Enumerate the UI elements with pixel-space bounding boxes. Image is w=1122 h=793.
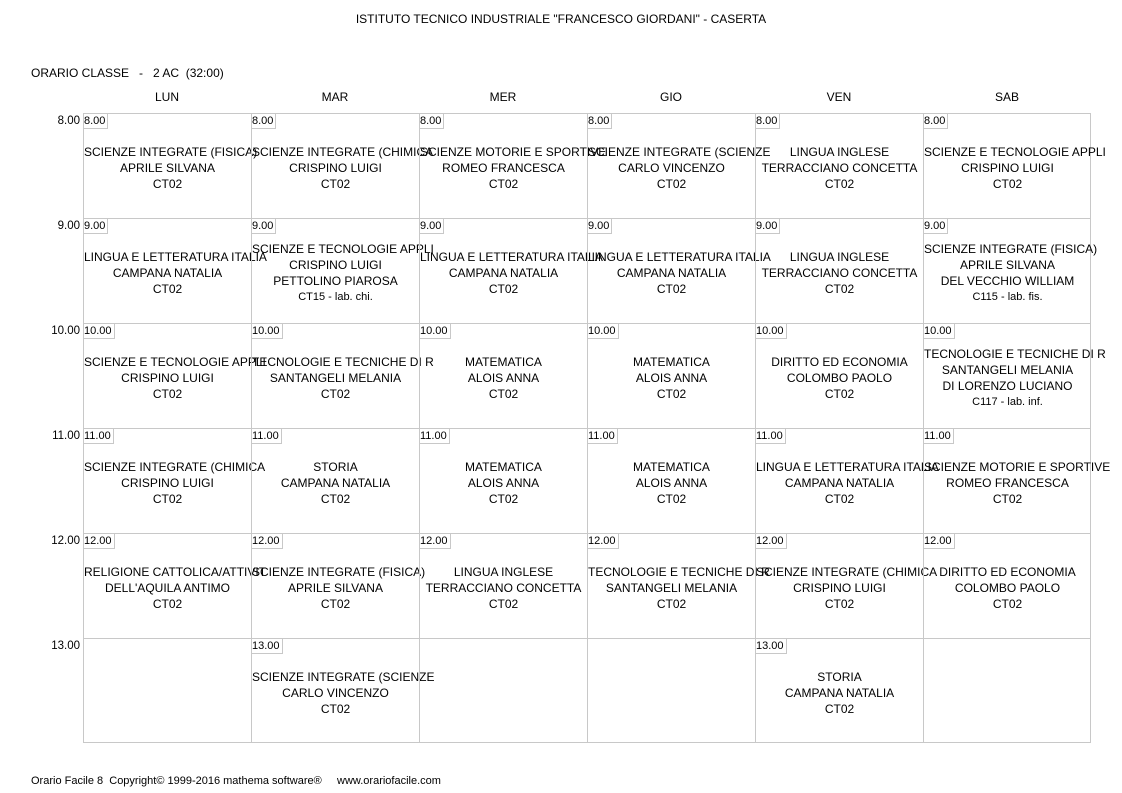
lesson-cell <box>755 323 923 428</box>
lesson-teacher: CAMPANA NATALIA <box>280 476 391 490</box>
lesson-cell <box>923 323 1106 428</box>
lesson-room: C117 - lab. inf. <box>972 396 1043 408</box>
lesson-cell <box>419 533 587 638</box>
lesson-room: CT02 <box>824 492 855 506</box>
lesson-start-time: 9.00 <box>756 219 780 234</box>
lesson-teacher: CARLO VINCENZO <box>282 686 389 700</box>
lesson-teacher: ROMEO FRANCESCA <box>442 161 565 175</box>
lesson-teacher: ALOIS ANNA <box>635 371 708 385</box>
empty-cell <box>83 638 251 743</box>
lesson-cell <box>923 428 1111 533</box>
lesson-cell <box>587 113 771 218</box>
lesson-teacher: CRISPINO LUIGI <box>793 581 886 595</box>
hour-label: 13.00 <box>51 640 80 652</box>
lesson-cell <box>755 218 923 323</box>
lesson-room: CT02 <box>824 387 855 401</box>
lesson-cell <box>587 323 755 428</box>
lesson-subject: TECNOLOGIE E TECNICHE DI R <box>588 565 770 579</box>
hour-label: 9.00 <box>57 220 80 232</box>
lesson-teacher: APRILE SILVANA <box>960 258 1055 272</box>
lesson-subject: SCIENZE INTEGRATE (CHIMICA <box>756 565 938 579</box>
footer-copyright: Orario Facile 8 Copyright© 1999-2016 mathema software® www.orariofacile.com <box>31 775 441 787</box>
lesson-room: CT02 <box>152 597 183 611</box>
lesson-details <box>84 354 266 402</box>
lesson-cell <box>251 533 426 638</box>
lesson-start-time: 12.00 <box>924 534 955 549</box>
lesson-teacher: DELL'AQUILA ANTIMO <box>105 581 230 595</box>
lesson-teacher: CRISPINO LUIGI <box>121 476 214 490</box>
lesson-details <box>420 564 587 612</box>
lesson-subject: SCIENZE E TECNOLOGIE APPLI <box>924 145 1106 159</box>
lesson-room: CT02 <box>992 597 1023 611</box>
lesson-details <box>756 144 923 192</box>
lesson-details <box>252 354 434 402</box>
lesson-teacher: ROMEO FRANCESCA <box>946 476 1069 490</box>
lesson-room: CT02 <box>488 597 519 611</box>
lesson-room: CT02 <box>488 282 519 296</box>
timetable-grid <box>83 113 1111 743</box>
lesson-teacher: PETTOLINO PIAROSA <box>273 274 398 288</box>
lesson-start-time: 9.00 <box>588 219 612 234</box>
lesson-teacher: COLOMBO PAOLO <box>954 581 1061 595</box>
lesson-subject: SCIENZE INTEGRATE (CHIMICA <box>84 460 266 474</box>
lesson-subject: TECNOLOGIE E TECNICHE DI R <box>924 347 1106 361</box>
lesson-subject: SCIENZE E TECNOLOGIE APPLI <box>84 355 266 369</box>
lesson-subject: MATEMATICA <box>465 460 542 474</box>
lesson-details <box>588 354 755 402</box>
lesson-room: CT02 <box>320 702 351 716</box>
lesson-subject: SCIENZE MOTORIE E SPORTIVE <box>924 460 1111 474</box>
lesson-start-time: 10.00 <box>84 324 115 339</box>
lesson-details <box>924 144 1106 192</box>
lesson-details <box>84 459 266 507</box>
class-info: ORARIO CLASSE - 2 AC (32:00) <box>31 66 224 80</box>
lesson-start-time: 9.00 <box>84 219 108 234</box>
lesson-details <box>252 144 434 192</box>
lesson-cell <box>587 218 771 323</box>
lesson-start-time: 11.00 <box>84 429 114 444</box>
lesson-subject: SCIENZE INTEGRATE (SCIENZE <box>588 145 771 159</box>
lesson-subject: DIRITTO ED ECONOMIA <box>771 355 908 369</box>
lesson-room: CT02 <box>488 492 519 506</box>
lesson-teacher: SANTANGELI MELANIA <box>941 363 1074 377</box>
lesson-details <box>252 564 426 612</box>
lesson-subject: SCIENZE INTEGRATE (FISICA) <box>924 242 1098 256</box>
lesson-details <box>756 354 923 402</box>
lesson-details <box>420 354 587 402</box>
lesson-room: CT02 <box>152 282 183 296</box>
lesson-start-time: 11.00 <box>420 429 450 444</box>
lesson-details <box>420 249 603 297</box>
lesson-details <box>924 564 1091 612</box>
lesson-teacher: TERRACCIANO CONCETTA <box>761 266 918 280</box>
lesson-room: CT02 <box>320 177 351 191</box>
lesson-teacher: ALOIS ANNA <box>467 371 540 385</box>
lesson-cell <box>83 533 267 638</box>
lesson-start-time: 10.00 <box>924 324 955 339</box>
lesson-start-time: 11.00 <box>252 429 282 444</box>
lesson-start-time: 10.00 <box>588 324 619 339</box>
lesson-cell <box>83 218 267 323</box>
day-header: LUN <box>154 90 179 104</box>
lesson-teacher: CRISPINO LUIGI <box>289 258 382 272</box>
day-header: MER <box>489 90 517 104</box>
lesson-subject: STORIA <box>313 460 358 474</box>
lesson-teacher: CAMPANA NATALIA <box>784 476 895 490</box>
lesson-start-time: 8.00 <box>420 114 444 129</box>
lesson-subject: LINGUA E LETTERATURA ITALIA <box>84 250 267 264</box>
lesson-cell <box>755 113 923 218</box>
lesson-teacher: CARLO VINCENZO <box>618 161 725 175</box>
lesson-cell <box>755 428 939 533</box>
lesson-cell <box>251 428 419 533</box>
lesson-room: CT02 <box>992 177 1023 191</box>
lesson-cell <box>755 638 923 743</box>
lesson-start-time: 9.00 <box>924 219 948 234</box>
lesson-room: CT02 <box>656 177 687 191</box>
lesson-room: CT02 <box>320 387 351 401</box>
lesson-teacher: APRILE SILVANA <box>288 581 383 595</box>
lesson-subject: MATEMATICA <box>465 355 542 369</box>
lesson-room: CT02 <box>824 282 855 296</box>
lesson-teacher: SANTANGELI MELANIA <box>269 371 402 385</box>
lesson-teacher: ALOIS ANNA <box>635 476 708 490</box>
lesson-start-time: 10.00 <box>756 324 787 339</box>
lesson-start-time: 10.00 <box>252 324 283 339</box>
lesson-room: CT02 <box>656 597 687 611</box>
lesson-room: CT02 <box>152 387 183 401</box>
lesson-start-time: 11.00 <box>756 429 786 444</box>
day-header: VEN <box>826 90 852 104</box>
lesson-details <box>588 144 771 192</box>
lesson-cell <box>923 113 1106 218</box>
lesson-room: CT02 <box>320 597 351 611</box>
lesson-teacher: DI LORENZO LUCIANO <box>942 379 1073 393</box>
lesson-details <box>588 249 771 297</box>
lesson-details <box>756 564 938 612</box>
lesson-teacher: APRILE SILVANA <box>120 161 215 175</box>
lesson-cell <box>83 428 266 533</box>
lesson-room: CT02 <box>656 282 687 296</box>
lesson-room: CT02 <box>824 597 855 611</box>
lesson-start-time: 11.00 <box>588 429 618 444</box>
lesson-details <box>84 249 267 297</box>
lesson-details <box>924 346 1106 410</box>
hour-label: 11.00 <box>52 430 80 442</box>
lesson-details <box>588 459 755 507</box>
lesson-room: C115 - lab. fis. <box>972 291 1043 303</box>
lesson-cell <box>83 113 258 218</box>
lesson-teacher: CAMPANA NATALIA <box>448 266 559 280</box>
empty-cell <box>587 638 755 743</box>
lesson-subject: SCIENZE INTEGRATE (SCIENZE <box>252 670 435 684</box>
lesson-teacher: CRISPINO LUIGI <box>961 161 1054 175</box>
lesson-start-time: 8.00 <box>588 114 612 129</box>
lesson-room: CT02 <box>488 177 519 191</box>
empty-cell <box>419 638 587 743</box>
lesson-subject: RELIGIONE CATTOLICA/ATTIVIT <box>84 565 267 579</box>
lesson-teacher: CRISPINO LUIGI <box>289 161 382 175</box>
lesson-start-time: 13.00 <box>252 639 283 654</box>
lesson-subject: LINGUA E LETTERATURA ITALIA <box>420 250 603 264</box>
lesson-teacher: SANTANGELI MELANIA <box>605 581 738 595</box>
lesson-start-time: 12.00 <box>588 534 619 549</box>
lesson-details <box>252 241 434 305</box>
lesson-cell <box>251 323 434 428</box>
lesson-details <box>84 564 267 612</box>
lesson-start-time: 8.00 <box>924 114 948 129</box>
lesson-room: CT02 <box>656 492 687 506</box>
lesson-cell <box>419 218 603 323</box>
lesson-cell <box>251 638 435 743</box>
lesson-room: CT02 <box>152 177 183 191</box>
lesson-cell <box>923 533 1091 638</box>
lesson-cell <box>419 323 587 428</box>
lesson-subject: LINGUA INGLESE <box>789 250 890 264</box>
lesson-subject: MATEMATICA <box>633 460 710 474</box>
lesson-subject: LINGUA E LETTERATURA ITALIA <box>756 460 939 474</box>
lesson-details <box>420 459 587 507</box>
hour-label: 12.00 <box>51 535 80 547</box>
lesson-start-time: 12.00 <box>420 534 451 549</box>
lesson-subject: LINGUA INGLESE <box>453 565 554 579</box>
lesson-start-time: 8.00 <box>252 114 276 129</box>
lesson-room: CT15 - lab. chi. <box>298 291 373 303</box>
lesson-details <box>84 144 258 192</box>
lesson-teacher: CAMPANA NATALIA <box>112 266 223 280</box>
lesson-subject: MATEMATICA <box>633 355 710 369</box>
lesson-cell <box>755 533 938 638</box>
lesson-room: CT02 <box>320 492 351 506</box>
lesson-subject: SCIENZE INTEGRATE (FISICA) <box>252 565 426 579</box>
lesson-teacher: ALOIS ANNA <box>467 476 540 490</box>
day-header: MAR <box>321 90 349 104</box>
lesson-subject: STORIA <box>817 670 862 684</box>
lesson-room: CT02 <box>824 702 855 716</box>
lesson-room: CT02 <box>656 387 687 401</box>
lesson-cell <box>923 218 1098 323</box>
lesson-start-time: 12.00 <box>252 534 283 549</box>
lesson-subject: SCIENZE INTEGRATE (FISICA) <box>84 145 258 159</box>
lesson-start-time: 8.00 <box>756 114 780 129</box>
lesson-subject: TECNOLOGIE E TECNICHE DI R <box>252 355 434 369</box>
lesson-start-time: 12.00 <box>756 534 787 549</box>
lesson-cell <box>587 428 755 533</box>
lesson-details <box>756 249 923 297</box>
lesson-start-time: 10.00 <box>420 324 451 339</box>
lesson-details <box>756 669 923 717</box>
day-header: SAB <box>994 90 1019 104</box>
lesson-cell <box>419 428 587 533</box>
lesson-room: CT02 <box>152 492 183 506</box>
lesson-details <box>924 459 1111 507</box>
lesson-subject: DIRITTO ED ECONOMIA <box>939 565 1076 579</box>
lesson-teacher: DEL VECCHIO WILLIAM <box>940 274 1075 288</box>
lesson-details <box>420 144 607 192</box>
lesson-details <box>924 241 1098 305</box>
lesson-start-time: 9.00 <box>420 219 444 234</box>
empty-cell <box>923 638 1091 743</box>
lesson-subject: LINGUA INGLESE <box>789 145 890 159</box>
school-title: ISTITUTO TECNICO INDUSTRIALE "FRANCESCO GIORDANI" - CASERTA <box>355 12 767 26</box>
lesson-cell <box>587 533 770 638</box>
lesson-start-time: 8.00 <box>84 114 108 129</box>
lesson-room: CT02 <box>824 177 855 191</box>
lesson-subject: SCIENZE INTEGRATE (CHIMICA <box>252 145 434 159</box>
lesson-teacher: CRISPINO LUIGI <box>121 371 214 385</box>
lesson-subject: SCIENZE MOTORIE E SPORTIVE <box>420 145 607 159</box>
lesson-start-time: 12.00 <box>84 534 115 549</box>
lesson-details <box>252 669 435 717</box>
lesson-teacher: CAMPANA NATALIA <box>784 686 895 700</box>
lesson-teacher: COLOMBO PAOLO <box>786 371 893 385</box>
lesson-start-time: 13.00 <box>756 639 787 654</box>
day-header: GIO <box>659 90 682 104</box>
hour-label: 8.00 <box>57 115 80 127</box>
lesson-start-time: 11.00 <box>924 429 954 444</box>
lesson-subject: LINGUA E LETTERATURA ITALIA <box>588 250 771 264</box>
lesson-details <box>756 459 939 507</box>
hour-label: 10.00 <box>51 325 80 337</box>
lesson-subject: SCIENZE E TECNOLOGIE APPLI <box>252 242 434 256</box>
lesson-start-time: 9.00 <box>252 219 276 234</box>
lesson-cell <box>419 113 607 218</box>
lesson-cell <box>251 218 434 323</box>
lesson-teacher: CAMPANA NATALIA <box>616 266 727 280</box>
lesson-teacher: TERRACCIANO CONCETTA <box>761 161 918 175</box>
lesson-teacher: TERRACCIANO CONCETTA <box>425 581 582 595</box>
lesson-room: CT02 <box>488 387 519 401</box>
lesson-cell <box>251 113 434 218</box>
lesson-details <box>588 564 770 612</box>
lesson-cell <box>83 323 266 428</box>
lesson-details <box>252 459 419 507</box>
lesson-room: CT02 <box>992 492 1023 506</box>
